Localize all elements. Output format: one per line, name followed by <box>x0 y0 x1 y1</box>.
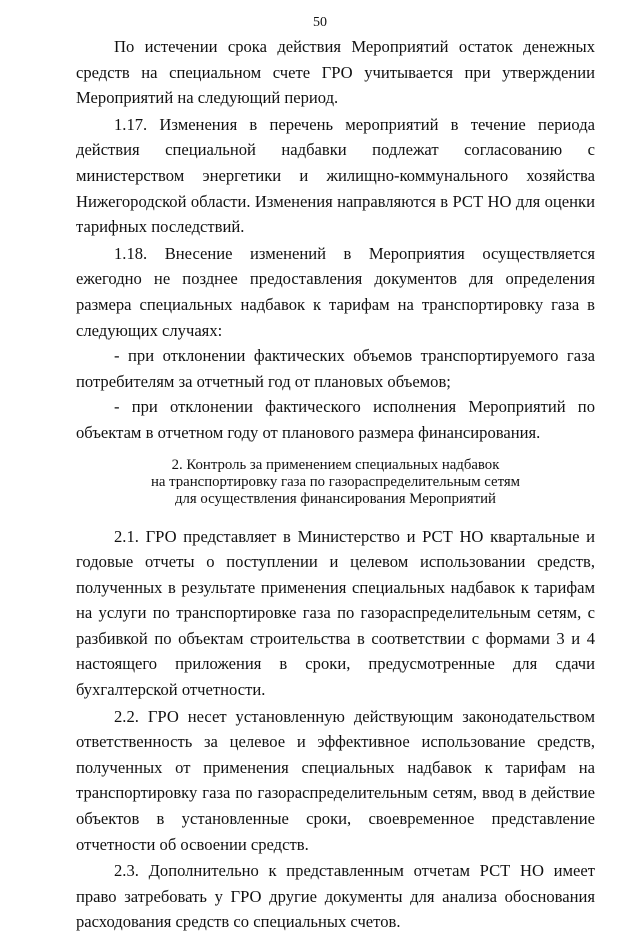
paragraph-2-2: 2.2. ГРО несет установленную действующим законодательством ответственность за целевое и эффективное использование средств, полученных от применения специальных надбавок к тарифам на транспортировку газа по газораспределительным сетям, ввод в действие объектов в установленные сроки, своевременное представление отчетности об освоении средств. <box>76 706 595 854</box>
section-heading <box>76 457 595 508</box>
paragraph-remaining-funds: По истечении срока действия Мероприятий остаток денежных средств на специальном счете ГРО учитывается при утверждении Мероприятий на следующий период. <box>76 37 595 108</box>
paragraph-1-18: 1.18. Внесение изменений в Мероприятия осуществляется ежегодно не позднее предоставления документов для определения размера специальных надбавок к тарифам на транспортировку газа в следующих случаях: <box>76 243 595 340</box>
section-heading-line: 2. Контроль за применением специальных надбавок <box>171 456 500 473</box>
page-number: 50 <box>313 15 327 30</box>
paragraph-1-17: 1.17. Изменения в перечень мероприятий в течение периода действия специальной надбавки подлежат согласованию с министерством энергетики и жилищно-коммунального хозяйства Нижегородской области. Изменения направляются в РСТ НО для оценки тарифных последствий. <box>76 114 595 237</box>
list-item-volume-deviation: - при отклонении фактических объемов транспортируемого газа потребителям за отчетный год от плановых объемов; <box>76 346 595 391</box>
document-body <box>76 34 595 935</box>
paragraph-2-1: 2.1. ГРО представляет в Министерство и РСТ НО квартальные и годовые отчеты о поступлении и целевом использовании средств, полученных в результате применения специальных надбавок к тарифам на услуги по транспортировке газа по газораспределительным сетям, с разбивкой по объектам строительства в соответствии с формами 3 и 4 настоящего приложения в сроки, предусмотренные для сдачи бухгалтерской отчетности. <box>76 526 595 700</box>
list-item-execution-deviation: - при отклонении фактического исполнения Мероприятий по объектам в отчетном году от планового размера финансирования. <box>76 397 595 442</box>
section-heading-line: для осуществления финансирования Мероприятий <box>175 490 496 507</box>
paragraph-2-3: 2.3. Дополнительно к представленным отчетам РСТ НО имеет право затребовать у ГРО другие документы для анализа обоснования расходования средств со специальных счетов. <box>76 861 595 932</box>
section-heading-line: на транспортировку газа по газораспределительным сетям <box>150 473 521 490</box>
